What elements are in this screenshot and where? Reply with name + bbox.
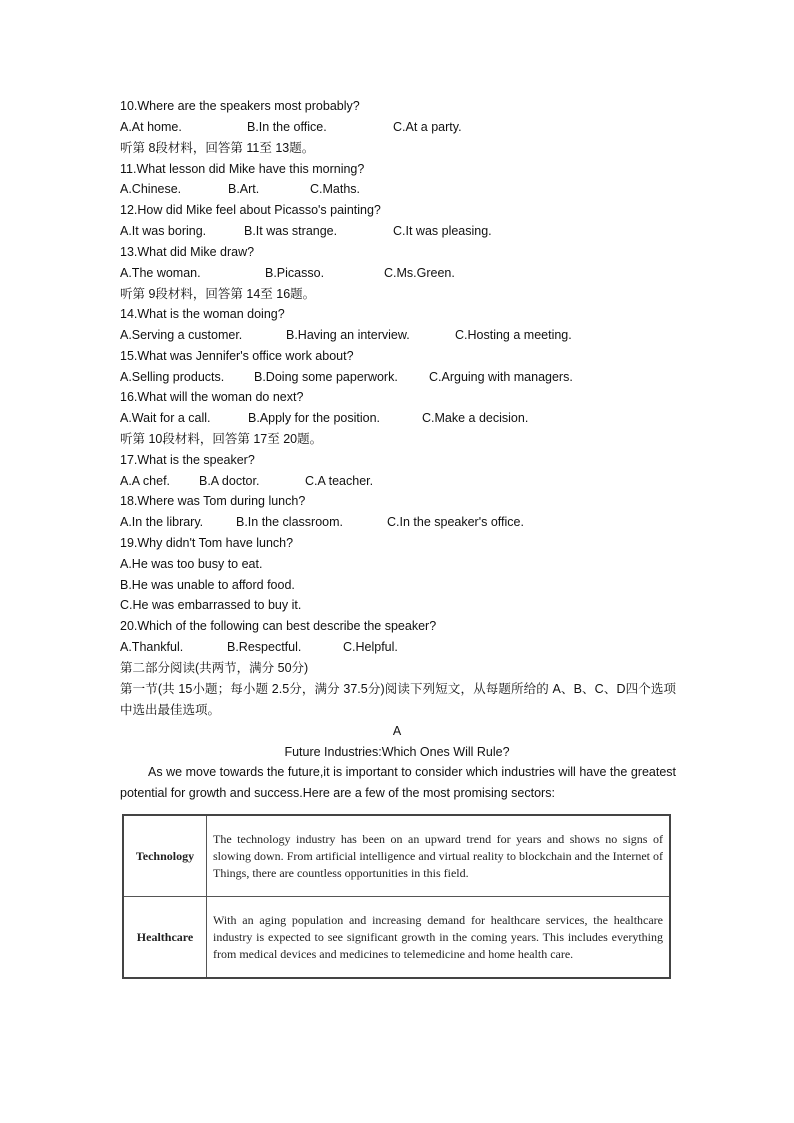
option-a: A.Selling products. (120, 370, 225, 384)
option-c: C.Ms.Green. (384, 266, 455, 280)
passage-title: Future Industries:Which Ones Will Rule? (284, 745, 510, 759)
option-a: A.Chinese. (120, 182, 182, 196)
option-c: C.Helpful. (343, 640, 398, 654)
option-b: B.Picasso. (265, 266, 325, 280)
section-instruction-9: 听第 9段材料，回答第 14至 16题。 (120, 287, 316, 301)
option-b: B.In the office. (247, 120, 327, 134)
option-b: B.He was unable to afford food. (120, 578, 295, 592)
table-row (123, 815, 670, 897)
row-text: The technology industry has been on an upward trend for years and shows no signs of slowing down. From artificial intelligence and virtual reality to blockchain and the Internet of Things, there are countless opportunities in this field. (207, 815, 671, 897)
part-heading: 第二部分阅读(共两节，满分 50分) (120, 661, 309, 675)
passage-letter: A (392, 724, 402, 738)
option-c: C.At a party. (393, 120, 462, 134)
option-a: A.In the library. (120, 515, 204, 529)
row-heading: Healthcare (123, 897, 207, 979)
option-b: B.In the classroom. (236, 515, 343, 529)
option-c: C.Arguing with managers. (429, 370, 573, 384)
question-16: 16.What will the woman do next? (120, 390, 304, 404)
question-19: 19.Why didn't Tom have lunch? (120, 536, 294, 550)
option-b: B.Respectful. (227, 640, 302, 654)
question-11: 11.What lesson did Mike have this morning? (120, 162, 365, 176)
option-c: C.A teacher. (305, 474, 374, 488)
industry-table (122, 814, 671, 979)
question-10: 10.Where are the speakers most probably? (120, 99, 360, 113)
option-c: C.He was embarrassed to buy it. (120, 598, 302, 612)
section-instruction-10: 听第 10段材料，回答第 17至 20题。 (120, 432, 323, 446)
question-18: 18.Where was Tom during lunch? (120, 494, 306, 508)
row-heading: Technology (123, 815, 207, 897)
row-text: With an aging population and increasing demand for healthcare services, the healthcare industry is expected to see significant growth in the coming years. This includes everything from medical devices and medicines to telemedicine and home health care. (207, 897, 671, 979)
option-b: B.A doctor. (199, 474, 260, 488)
option-c: C.In the speaker's office. (387, 515, 524, 529)
question-12: 12.How did Mike feel about Picasso's painting? (120, 203, 381, 217)
option-c: C.It was pleasing. (393, 224, 492, 238)
passage-intro: As we move towards the future,it is important to consider which industries will have the greatest potential for growth and success.Here are a few of the most promising sectors: (120, 765, 676, 800)
section-instruction-8: 听第 8段材料，回答第 11至 13题。 (120, 141, 315, 155)
option-c: C.Hosting a meeting. (455, 328, 572, 342)
option-a: A.Thankful. (120, 640, 184, 654)
option-a: A.Wait for a call. (120, 411, 211, 425)
option-c: C.Maths. (310, 182, 361, 196)
question-13: 13.What did Mike draw? (120, 245, 255, 259)
option-a: A.The woman. (120, 266, 201, 280)
question-15: 15.What was Jennifer's office work about? (120, 349, 354, 363)
question-17: 17.What is the speaker? (120, 453, 255, 467)
question-20: 20.Which of the following can best describe the speaker? (120, 619, 437, 633)
option-a: A.It was boring. (120, 224, 207, 238)
section-instruction: 第一节(共 15小题；每小题 2.5分，满分 37.5分)阅读下列短文，从每题所给的 A、B、C、D四个选项中选出最佳选项。 (120, 682, 676, 717)
option-b: B.Doing some paperwork. (254, 370, 398, 384)
option-b: B.It was strange. (244, 224, 338, 238)
option-a: A.At home. (120, 120, 182, 134)
option-b: B.Apply for the position. (248, 411, 381, 425)
option-c: C.Make a decision. (422, 411, 529, 425)
option-a: A.He was too busy to eat. (120, 557, 263, 571)
table-row (123, 897, 670, 979)
option-a: A.Serving a customer. (120, 328, 243, 342)
option-b: B.Art. (228, 182, 260, 196)
question-14: 14.What is the woman doing? (120, 307, 285, 321)
option-a: A.A chef. (120, 474, 171, 488)
option-b: B.Having an interview. (286, 328, 410, 342)
